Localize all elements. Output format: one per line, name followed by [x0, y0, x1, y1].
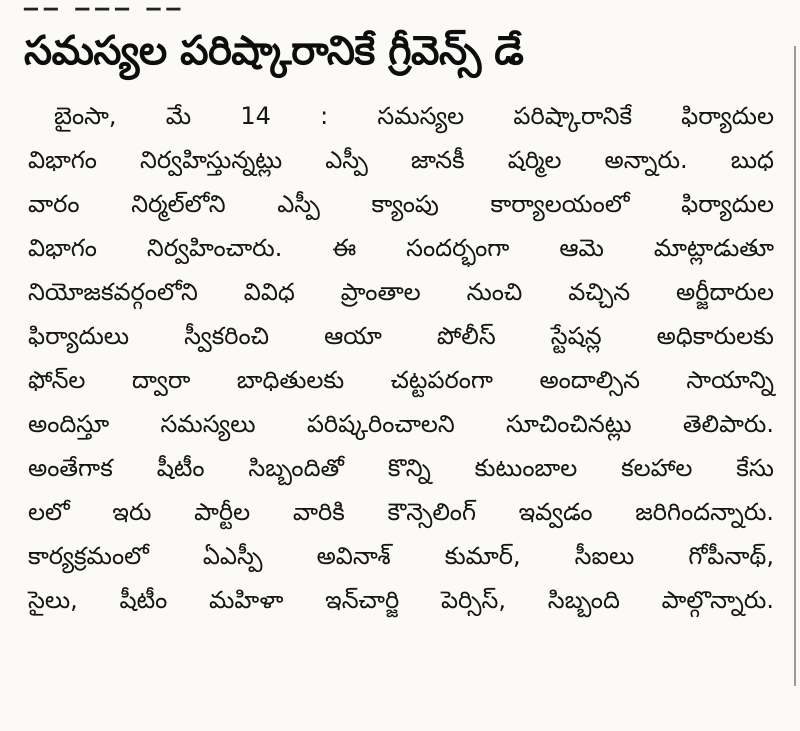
cropped-previous-text: ▁▁ ▁▁▁ ▁▁: [24, 0, 187, 11]
article-line: అంతేగాక షీటీం సిబ్బందితో కొన్ని కుటుంబాల కలహాల కేసు: [28, 454, 774, 482]
article-line: అందిస్తూ సమస్యలు పరిష్కరించాలని సూచించినట్లు తెలిపారు.: [28, 410, 774, 438]
article-line: నియోజకవర్గంలోని వివిధ ప్రాంతాల నుంచి వచ్చిన అర్జీదారుల: [28, 278, 774, 306]
article-line: ఫిర్యాదులు స్వీకరించి ఆయా పోలీస్ స్టేషన్ల అధికారులకు: [28, 322, 774, 350]
article-line: వారం నిర్మల్‌లోని ఎస్పీ క్యాంపు కార్యాలయంలో ఫిర్యాదుల: [28, 190, 774, 218]
column-divider: [794, 46, 796, 686]
article-line: విభాగం నిర్వహిస్తున్నట్లు ఎస్పీ జానకీ షర్మిల అన్నారు. బుధ: [28, 146, 774, 174]
article-headline: సమస్యల పరిష్కారానికే గ్రీవెన్స్ డే: [24, 28, 524, 74]
article-line: లలో ఇరు పార్టీల వారికి కౌన్సెలింగ్ ఇవ్వడం జరిగిందన్నారు.: [28, 498, 774, 526]
article-line: బైంసా, మే 14 : సమస్యల పరిష్కారానికే ఫిర్యాదుల: [54, 102, 774, 130]
article-line: సైలు, షీటీం మహిళా ఇన్‌చార్జి పెర్సిస్, సిబ్బంది పాల్గొన్నారు.: [28, 586, 774, 614]
article-line: విభాగం నిర్వహించారు. ఈ సందర్భంగా ఆమె మాట్లాడుతూ: [28, 234, 774, 262]
article-line: కార్యక్రమంలో ఏఎస్పీ అవినాశ్ కుమార్, సీఐలు గోపీనాథ్,: [28, 542, 774, 570]
article-body: [28, 94, 774, 622]
article-line: ఫోన్‌ల ద్వారా బాధితులకు చట్టపరంగా అందాల్సిన సాయాన్ని: [28, 366, 774, 394]
